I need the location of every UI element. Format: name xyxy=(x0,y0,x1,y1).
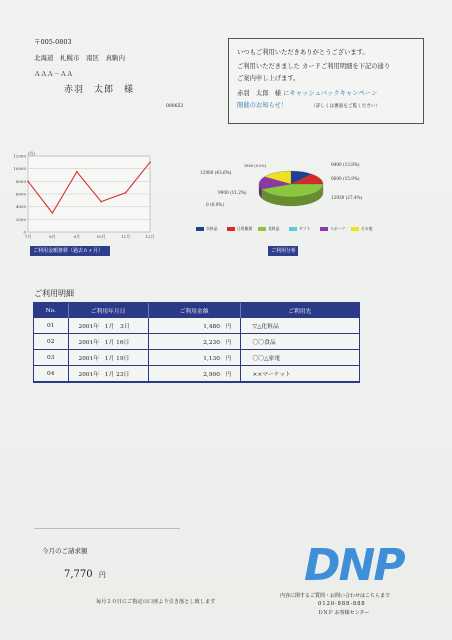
legend-label: 食料品 xyxy=(268,226,280,231)
row-amount: 1,480 円 xyxy=(148,318,240,334)
legend-swatch xyxy=(227,227,235,231)
row-no: 03 xyxy=(34,350,68,366)
see-reverse-note: （詳しくは裏面をご覧ください） xyxy=(311,104,381,109)
legend-label: その他 xyxy=(361,226,373,231)
legend-item xyxy=(320,226,345,232)
pie-label-12930: 12930 (27.4%) xyxy=(331,195,363,200)
y-tick-label: 10000 xyxy=(13,166,26,172)
x-tick-label: 7月 xyxy=(24,234,32,239)
pie-label-0600: 0600 (15.9%) xyxy=(331,176,360,181)
x-tick-label: 9月 xyxy=(73,234,81,239)
postal-code: 〒005-0803 xyxy=(34,38,72,46)
data-point xyxy=(27,181,29,183)
legend-swatch xyxy=(289,227,297,231)
pie-label-12900: 12900 (43.6%) xyxy=(200,170,232,175)
usage-section-title: ご利用明細 xyxy=(34,289,74,298)
usage-trend-chart xyxy=(8,148,158,248)
notice-line-1: いつもご利用いただきありがとうございます。 xyxy=(237,49,369,56)
notice-line-2: ご利用いただきました カードご利用明細を下記の通り xyxy=(237,63,391,70)
row-amount: 1,130 円 xyxy=(148,350,240,366)
header-store: ご利用先 xyxy=(240,303,359,318)
row-date: 2001年 1月 23日 xyxy=(68,366,148,382)
x-tick-label: 10月 xyxy=(96,234,106,239)
legend-item xyxy=(351,226,372,232)
legend-label: ギフト xyxy=(299,226,311,231)
notice-customer-name: 赤羽 太郎 様 xyxy=(237,90,282,97)
notice-box xyxy=(228,38,424,124)
row-no: 04 xyxy=(34,366,68,382)
legend-item xyxy=(227,226,252,232)
row-store: 〇〇食品 xyxy=(240,334,359,350)
data-point xyxy=(52,212,54,214)
address-line-1: 北海道 札幌市 南区 真駒内 xyxy=(34,54,125,62)
y-tick-label: 8000 xyxy=(15,178,26,184)
billing-label: 今月のご請求額 xyxy=(42,547,88,555)
campaign-text: にキャッシュバックキャンペーン xyxy=(283,90,378,97)
billing-note: 毎月２０日にご指定の口座より引き落とし致します xyxy=(96,599,216,605)
legend-item xyxy=(289,226,310,232)
notice-line-5 xyxy=(237,100,380,109)
contact-center: ＤＮＰ お客様センター xyxy=(318,610,370,616)
pie-label-0400: 0400 (13.8%) xyxy=(331,162,360,167)
pie-chart-caption: ご利用分析 xyxy=(268,246,298,256)
contact-phone: 0120-888-888 xyxy=(318,601,366,607)
legend-label: 衣料品 xyxy=(206,226,218,231)
y-tick-label: 6000 xyxy=(15,191,26,197)
table-row xyxy=(34,334,359,350)
data-point xyxy=(125,192,127,194)
row-store: 〇〇△家電 xyxy=(240,350,359,366)
y-tick-label: 4000 xyxy=(15,204,26,210)
legend-swatch xyxy=(351,227,359,231)
x-tick-label: 8月 xyxy=(49,234,56,239)
x-tick-label: 11月 xyxy=(121,234,131,239)
billing-amount-line xyxy=(64,569,106,580)
legend-item xyxy=(258,226,279,232)
divider xyxy=(34,528,180,529)
y-tick-label: 12000 xyxy=(13,153,26,159)
contact-text: 内容に関するご質問・お問い合わせはこちらまで xyxy=(280,593,391,599)
row-no: 02 xyxy=(34,334,68,350)
pie-legend xyxy=(196,226,386,236)
header-no: No. xyxy=(34,303,68,318)
legend-label: スポーツ xyxy=(330,226,346,231)
usage-table xyxy=(34,303,359,382)
header-amount: ご利用金額 xyxy=(148,303,240,318)
row-no: 01 xyxy=(34,318,68,334)
header-date: ご利用年月日 xyxy=(68,303,148,318)
x-tick-label: 12月 xyxy=(145,234,155,239)
legend-swatch xyxy=(196,227,204,231)
customer-code: 000653 xyxy=(166,104,184,109)
legend-swatch xyxy=(258,227,266,231)
dnp-logo: DNP xyxy=(304,540,404,591)
billing-amount: 7,770 xyxy=(64,569,93,580)
address-line-2: ＡＡＡ－ＡＡ xyxy=(34,70,73,78)
recipient-name: 赤羽 太郎 様 xyxy=(64,85,135,95)
notice-line-4 xyxy=(237,88,377,97)
pie-label-0: 0 (0.0%) xyxy=(206,202,224,207)
billing-yen: 円 xyxy=(98,571,106,579)
table-row xyxy=(34,366,359,382)
y-tick-label: 0 xyxy=(23,229,26,235)
legend-label: 日用雑貨 xyxy=(237,226,253,231)
row-store: ▽△化粧品 xyxy=(240,318,359,334)
notice-line-3: ご案内申し上げます。 xyxy=(237,75,300,82)
pie-label-9900: 9900 (11.2%) xyxy=(218,190,247,195)
row-date: 2001年 1月 16日 xyxy=(68,334,148,350)
line-chart-caption: ご利用金額推移（過去６ヶ月） xyxy=(30,246,110,256)
row-amount: 2,900 円 xyxy=(148,366,240,382)
table-row xyxy=(34,350,359,366)
legend-swatch xyxy=(320,227,328,231)
pie-label-1800: 1800 (0.0%) xyxy=(244,164,267,168)
data-point xyxy=(76,171,78,173)
row-date: 2001年 1月 3日 xyxy=(68,318,148,334)
legend-item xyxy=(196,226,217,232)
data-point xyxy=(100,201,102,203)
row-date: 2001年 1月 19日 xyxy=(68,350,148,366)
usage-table-header xyxy=(34,303,359,318)
table-row xyxy=(34,318,359,334)
y-axis-unit: (円) xyxy=(28,151,36,156)
row-store: ××マーケット xyxy=(240,366,359,382)
campaign-announcement: 開催のお知らせ！ xyxy=(237,102,288,109)
row-amount: 2,230 円 xyxy=(148,334,240,350)
y-tick-label: 2000 xyxy=(15,216,26,222)
data-point xyxy=(149,162,151,164)
